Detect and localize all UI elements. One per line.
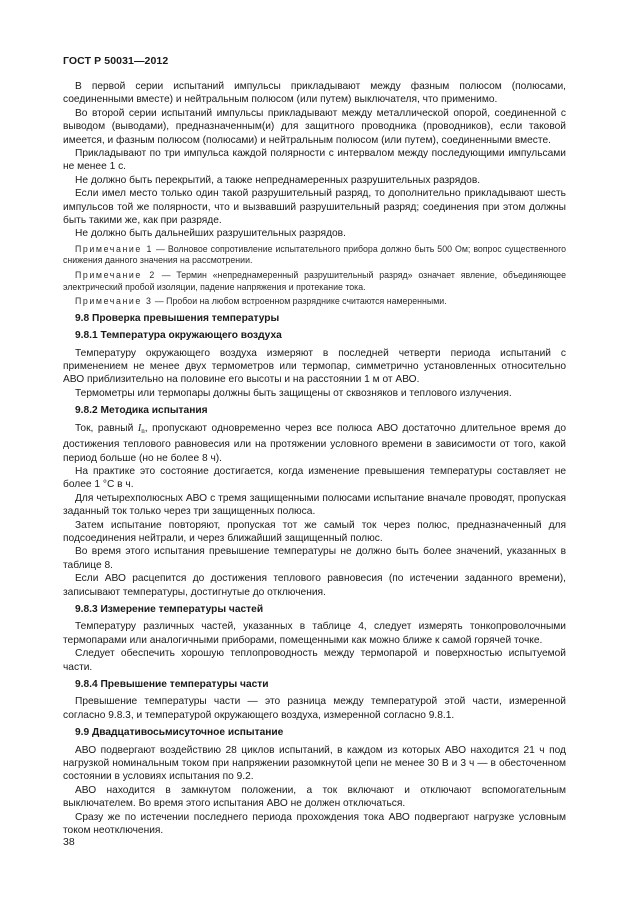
text-run: , пропускают одновременно через все полюса АВО достаточно длительное время до достижения теплового равновесия или на протяжении условного времени в зависимости от того, какой период больше (но не более 8 ч). — [63, 422, 566, 464]
paragraph: Не должно быть перекрытий, а также непреднамеренных разрушительных разрядов. — [75, 174, 481, 186]
paragraph: На практике это состояние достигается, когда изменение превышения температуры составляет не более 1 °С в ч. — [63, 465, 566, 491]
section-heading-9-8-4: 9.8.4 Превышение температуры части — [75, 679, 269, 690]
paragraph: Во время этого испытания превышение температуры не должно быть более значений, указанных в таблице 8. — [63, 546, 566, 571]
paragraph — [63, 422, 566, 465]
section-heading-9-8-3: 9.8.3 Измерение температуры частей — [75, 603, 264, 615]
section-heading-9-9: 9.9 Двадцативосьмисуточное испытание — [75, 727, 284, 739]
note-2 — [63, 270, 566, 293]
paragraph: Сразу же по истечении последнего периода прохождения тока АВО подвергают нагрузке условным током неотключения. — [63, 811, 566, 837]
paragraph: Следует обеспечить хорошую теплопроводность между термопарой и поверхностью испытуемой части. — [63, 648, 566, 673]
current-letter: I — [137, 422, 142, 434]
note-1 — [63, 244, 566, 267]
paragraph: Для четырехполюсных АВО с тремя защищенными полюсами испытание вначале проводят, пропуская заданный ток только через три защищенных полюса. — [63, 492, 566, 518]
standard-header: ГОСТ Р 50031—2012 — [63, 55, 169, 67]
paragraph: Прикладывают по три импульса каждой полярности с интервалом между последующими импульсами не менее 1 с. — [63, 148, 566, 173]
note-label: Примечание 2 — [75, 270, 156, 281]
note-label: Примечание 3 — [75, 296, 153, 307]
note-3 — [63, 296, 566, 308]
note-text: — Термин «непреднамеренный разрушительный разряд» означает явление, объединяющее электрический пробой изоляции, падение напряжения и протекание тока. — [63, 270, 566, 292]
note-label: Примечание 1 — [75, 243, 154, 254]
paragraph: Температуру различных частей, указанных в таблице 4, следует измерять тонкопроволочными термопарами или аналогичными приборами, помещенными как можно ближе к самой горячей точке. — [63, 621, 566, 646]
paragraph: Затем испытание повторяют, пропуская тот же самый ток через полюс, предназначенный для подсоединения нейтрали, и через ближайший защищенный полюс. — [63, 519, 566, 544]
section-heading-9-8: 9.8 Проверка превышения температуры — [75, 312, 280, 324]
page-number: 38 — [63, 836, 75, 848]
section-heading-9-8-2: 9.8.2 Методика испытания — [75, 405, 208, 417]
paragraph: Превышение температуры части — это разница между температурой этой части, измеренной согласно 9.8.3, и температурой окружающего воздуха, измеренной согласно 9.8.1. — [63, 696, 566, 721]
paragraph: АВО находится в замкнутом положении, а ток включают и отключают вспомогательным выключателем. Во время этого испытания АВО не должен отключаться. — [63, 784, 566, 810]
section-heading-9-8-1: 9.8.1 Температура окружающего воздуха — [75, 330, 282, 342]
paragraph: АВО подвергают воздействию 28 циклов испытаний, в каждом из которых АВО находится 21 ч под нагрузкой номинальным током при напряжении разомкнутой цепи не менее 30 В и 3 ч — в обесточенном состоянии в условиях испытания по 9.2. — [63, 744, 566, 783]
paragraph: Температуру окружающего воздуха измеряют в последней четверти периода испытаний с применением не менее двух термометров или термопар, симметрично установленных относительно АВО приблизительно на половине его высоты и на расстоянии 1 м от АВО. — [63, 347, 566, 386]
paragraph: Термометры или термопары должны быть защищены от сквозняков и теплового излучения. — [75, 387, 512, 399]
paragraph: Не должно быть дальнейших разрушительных разрядов. — [75, 228, 346, 240]
paragraph: Если имел место только один такой разрушительный разряд, то дополнительно прикладывают шесть импульсов той же полярности, что и вызвавший разрушительный разряд; соединения при этом должны быть такими же, как при разряде. — [63, 188, 566, 227]
note-text: — Волновое сопротивление испытательного прибора должно быть 500 Ом; вопрос существенного снижения данного значения на рассмотрении. — [63, 243, 566, 266]
paragraph: Во второй серии испытаний импульсы прикладывают между металлической опорой, соединенной с выводом (выводами), предназначенным(и) для защитного проводника (проводников), если таковой имеется, и фазным полюсом (полюсами) и нейтральным полюсом (или путем), соединенными вместе. — [63, 107, 566, 146]
note-text: — Пробои на любом встроенном разряднике считаются намеренными. — [154, 296, 447, 307]
current-subscript: n — [141, 426, 145, 435]
paragraph: В первой серии испытаний импульсы прикладывают между фазным полюсом (полюсами, соединенными вместе) и нейтральным полюсом (или путем) выключателя, что применимо. — [63, 81, 566, 106]
current-symbol — [138, 423, 145, 434]
paragraph: Если АВО расцепится до достижения теплового равновесия (по истечении заданного времени), записывают температуры, достигнутые до отключения. — [63, 573, 566, 598]
text-run: Ток, равный — [75, 422, 134, 434]
page-content — [63, 80, 566, 837]
